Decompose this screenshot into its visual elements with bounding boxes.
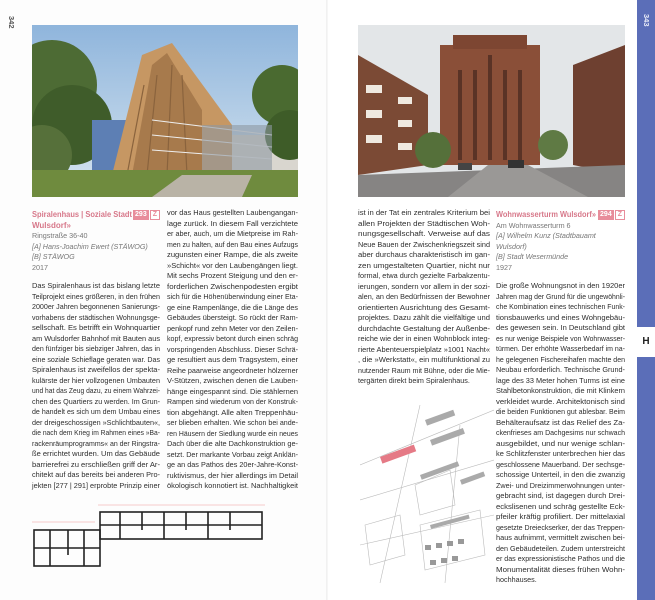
text-line-content: Gebäudes übersteigt. So rückt der Ram-	[167, 313, 298, 322]
text-line	[167, 408, 304, 419]
text-line-content: gesetzte Dreieckserker, der das Treppen-	[496, 522, 625, 532]
text-line	[32, 386, 169, 397]
text-line-content: ke Schlitzfenster unterbrechen hier das	[496, 449, 625, 458]
text-line-content: ckenfrieses am Dachgesims nur schwach	[496, 428, 625, 437]
text-line-content: rackenräumprogramms« an der Ringstra-	[32, 438, 160, 448]
text-line	[496, 491, 631, 502]
text-line-content: Neubau erforderlich. Technische Grund-	[496, 365, 625, 374]
entry-architect: [A] Wilhelm Kunz (Stadtbauamt	[496, 231, 596, 240]
text-line-content: rierte Abenteuerspielplatz »1001 Nacht«	[358, 344, 490, 354]
text-line-content: alen, an den Bedürfnissen der Bewohner	[358, 292, 490, 301]
entry-title-text: Spiralenhaus | Soziale Stadt	[32, 210, 132, 219]
text-line	[32, 281, 169, 292]
text-line	[358, 292, 491, 303]
text-line-content: ruktivismus, der hier allerdings im Detail	[167, 470, 298, 480]
text-line	[32, 323, 169, 334]
text-line-content: hänge eingespannt sind. Die stählernen	[167, 386, 298, 396]
text-line-content: chitekt auf das bereits bei anderen Pro-	[32, 470, 160, 479]
text-line	[32, 481, 169, 492]
text-line-content: , die »Werkstatt«, ein multifunktional zu	[358, 355, 490, 364]
text-line-content: türmen. Der erhöhte Wasserbedarf im na-	[496, 344, 625, 353]
zone-badge: Z	[150, 210, 160, 220]
text-line	[496, 470, 631, 481]
text-line-content: ser blieben erhalten. Wie schon bei ande-	[167, 418, 298, 427]
text-line-content: Die große Wohnungsnot in den 1920er	[496, 281, 625, 290]
text-line	[496, 313, 631, 324]
text-line	[32, 313, 169, 324]
entry-address: Ringstraße 36-40	[32, 231, 88, 240]
text-line-content: aber durchaus charakteristisch im gan-	[358, 250, 490, 259]
text-line	[167, 229, 304, 240]
text-line-content: reiche wie der in einen Wohnblock integ-	[358, 334, 490, 343]
text-line	[32, 344, 169, 355]
text-line-content: formal, etwa durch gezielte Farbakzentu-	[358, 271, 490, 280]
text-line-content: nutzender Raum mit Bühne, oder die Mie-	[358, 365, 490, 375]
text-line-content: tergärten direkt beim Spiralenhaus.	[358, 376, 470, 385]
text-line-content: Dach über die alte Dachkonstruktion ge-	[167, 439, 298, 448]
text-line	[358, 376, 491, 387]
text-line	[358, 271, 491, 282]
text-line-content: gebracht sind, ist dagegen durch Drei-	[496, 491, 625, 500]
entry-architect-cont: Wulsdorf)	[496, 241, 527, 251]
text-line-content: jekten [277 | 291] erprobte Prinzip einer	[32, 480, 160, 490]
text-line	[496, 533, 631, 544]
text-line	[496, 407, 631, 418]
text-line	[167, 471, 304, 482]
text-line	[32, 407, 169, 418]
text-line	[358, 366, 491, 377]
entry-title-cont-text: Wulsdorf»	[32, 220, 71, 230]
text-line	[167, 355, 304, 366]
text-line-content: ge resultiert aus dem Tragsystem, einer	[167, 355, 298, 364]
text-line	[167, 334, 304, 345]
text-line	[496, 281, 631, 292]
text-line-content: zen umgestalteten Quartier, nicht nur	[358, 260, 490, 270]
text-line	[358, 250, 491, 261]
text-line	[167, 250, 304, 261]
text-line-content: Das Spiralenhaus ist das bislang letzte	[32, 281, 160, 290]
text-column-3	[358, 208, 491, 387]
text-line-content: lage des 33 Meter hohen Turms ist eine	[496, 375, 625, 385]
text-line	[167, 324, 304, 335]
text-line-content: sich für die Höhenüberwindung einer Eta-	[167, 292, 298, 301]
text-line-content: Rampen sind wiederum von der Konstruk-	[167, 397, 298, 406]
entry-address: Am Wohnwasserturm 6	[496, 220, 571, 230]
text-line	[32, 355, 169, 366]
text-line-content: allen Projekten der Städtischen Woh-	[358, 218, 490, 228]
text-line	[496, 344, 631, 355]
text-line-content: geschlossene Mauerband. Der sechsge-	[496, 459, 625, 469]
text-line-content: nungsgesellschaft. Verweise auf das	[358, 229, 490, 238]
text-column-2	[167, 208, 304, 492]
floor-plan	[30, 500, 270, 580]
text-line-content: es nur wenige Beispiele von Wohnwasser-	[496, 333, 625, 343]
text-line-content: he gelegenen Fischereihafen machte den	[496, 354, 625, 364]
text-line	[496, 323, 631, 334]
text-line-content: men zu halten, auf den Bau eines Aufzugs	[167, 239, 298, 249]
text-line-content: ge an das Pathos des 20er-Jahre-Konst-	[167, 460, 298, 469]
text-line-content: den fünfziger bis siebziger Jahren, das in	[32, 344, 160, 353]
text-line	[496, 334, 631, 345]
text-line-content: durchdachte Gestaltung der Außenbe-	[358, 323, 490, 333]
text-line	[167, 219, 304, 230]
text-line-content: orientierten Ausrichtung des Gesamt-	[358, 302, 490, 312]
text-line-content: Behälteraufsatz ist das Relief des Za-	[496, 417, 625, 427]
text-line	[32, 449, 169, 460]
entry-number-badge	[598, 210, 625, 220]
text-line	[496, 386, 631, 397]
text-line-content: chen des Quartiers zu werden. Im Grun-	[32, 396, 160, 406]
text-line	[167, 429, 304, 440]
photo-spiralenhaus	[32, 25, 298, 197]
text-line	[167, 313, 304, 324]
text-line	[167, 303, 304, 314]
text-line-content: penkopf rund zehn Meter vor den Zeilen-	[167, 323, 298, 333]
text-line-content: vorhabens der städtischen Wohnungsge-	[32, 312, 160, 322]
text-line-content: pfeiler kräftig profiliert. Der mittelaxial	[496, 512, 625, 521]
photo-wohnwasserturm	[358, 25, 625, 197]
entry-heading-row	[496, 210, 625, 221]
text-line	[358, 334, 491, 345]
text-line	[358, 208, 491, 219]
text-line-content: V-Stützen, zwischen denen die Lauben-	[167, 376, 298, 385]
text-line	[496, 502, 631, 513]
text-line	[167, 387, 304, 398]
text-line	[496, 575, 631, 586]
text-line-content: die beiden Funktionen gut ablesbar. Beim	[496, 407, 625, 416]
text-line	[496, 554, 631, 565]
text-line-content: kulärste der hier vollzogenen Umbauten	[32, 375, 160, 385]
text-line	[167, 418, 304, 429]
text-line	[167, 376, 304, 387]
text-line	[496, 544, 631, 555]
text-line	[167, 366, 304, 377]
section-bar-bottom	[637, 357, 655, 600]
text-line	[167, 481, 304, 492]
text-line	[496, 512, 631, 523]
text-line-content: er das expressionistische Pathos und die	[496, 554, 625, 563]
text-line	[32, 470, 169, 481]
entry-294	[496, 210, 625, 273]
text-line-content: eckslisenen und schräg gestellte Eck-	[496, 501, 625, 511]
text-line	[32, 460, 169, 471]
text-line	[167, 439, 304, 450]
text-line-content: den Gebäudeteilen. Zudem unterstreicht	[496, 543, 625, 553]
text-line	[358, 240, 491, 251]
text-line	[496, 355, 631, 366]
text-line-content: Zwei- und Dreizimmerwohnungen unter-	[496, 480, 625, 490]
text-line	[358, 324, 491, 335]
text-line	[358, 261, 491, 272]
text-line	[167, 261, 304, 272]
text-line	[32, 302, 169, 313]
text-line	[32, 365, 169, 376]
text-line-content: die nach dem Krieg im Rahmen eines »Ba-	[32, 428, 160, 437]
text-line	[358, 229, 491, 240]
site-map	[360, 405, 494, 588]
text-line-content: eine soziale Schieflage geraten war. Das	[32, 354, 160, 364]
text-line	[496, 449, 631, 460]
text-line-content: ge eine Rampenlänge, die die Länge des	[167, 302, 298, 312]
zone-badge: Z	[615, 210, 625, 220]
entry-number: 293	[135, 211, 147, 218]
text-line	[167, 292, 304, 303]
text-line	[496, 460, 631, 471]
entry-293	[32, 210, 160, 273]
right-page	[328, 0, 655, 600]
text-line-content: tionsbauwerks und eines Wohngebäu-	[496, 312, 625, 322]
text-line	[358, 282, 491, 293]
text-line-content: Spiralenhaus ist zweifellos der spekta-	[32, 365, 160, 374]
section-bar-top	[637, 0, 655, 327]
text-line-content: de handelt es sich um dem Umbau eines	[32, 407, 160, 416]
left-page	[0, 0, 327, 600]
text-line	[167, 460, 304, 471]
text-line	[167, 397, 304, 408]
text-line	[32, 439, 169, 450]
text-line-content: tion abgehängt. Alle alten Treppenhäu-	[167, 407, 298, 417]
text-column-1	[32, 281, 169, 491]
text-line-content: der dreigeschossigen »Schlichtbauten«,	[32, 417, 160, 427]
text-line-content: ren Häusern der Siedlung wurde ein neues	[167, 428, 298, 438]
text-line-content: haus aufnimmt, vermittelt zwischen bei-	[496, 533, 625, 542]
text-line-content: er aber, auch, um die Mietpreise im Rah-	[167, 229, 298, 238]
text-line	[496, 523, 631, 534]
text-line	[496, 292, 631, 303]
text-line	[496, 439, 631, 450]
page-number: 343	[642, 14, 651, 27]
text-line	[496, 397, 631, 408]
text-line-content: am Wulsdorfer Bahnhof mit Bauten aus	[32, 333, 160, 343]
text-line-content: sellschaft. Es betrifft ein Wohnquartier	[32, 323, 160, 332]
text-line-content: Reihe paarweise angeordneter hölzerner	[167, 365, 298, 375]
text-line	[32, 292, 169, 303]
text-line-content: Mit sechs Prozent Steigung und den er-	[167, 271, 298, 280]
text-line-content: vor das Haus gestellten Laubengangan-	[167, 208, 298, 217]
text-line-content: ökologisch konnotiert ist. Nachhaltigkeit	[167, 481, 298, 490]
text-line	[32, 376, 169, 387]
text-line-content: ße errichtet wurden. Um das Gebäude	[32, 449, 160, 458]
text-line-content: forderlichen Zwischenpodesten ergibt	[167, 281, 298, 291]
text-line-content: verkleidet wurde. Architektonisch sind	[496, 396, 625, 406]
entry-number: 294	[600, 211, 612, 218]
text-line	[496, 418, 631, 429]
text-line-content: setzt. Der markante Vorbau zeigt Anklän-	[167, 449, 298, 459]
entry-architect: [A] Hans-Joachim Ewert (STÄWOG)	[32, 241, 148, 251]
text-line-content: hochhauses.	[496, 575, 537, 584]
text-line	[496, 365, 631, 376]
text-line	[496, 376, 631, 387]
text-line	[358, 355, 491, 366]
text-line-content: ist in der Tat ein zentrales Kriterium bei	[358, 208, 490, 217]
text-line	[496, 428, 631, 439]
text-line	[167, 450, 304, 461]
text-line-content: ausgebildet, und nur wenige schlan-	[496, 438, 625, 448]
section-tab[interactable]: H	[637, 327, 655, 357]
text-line-content: ierungen, sondern vor allem in der sozi-	[358, 281, 490, 291]
entry-heading-row	[32, 210, 160, 221]
text-line	[496, 481, 631, 492]
text-line	[358, 313, 491, 324]
text-line-content: kopf, expressiv betont durch einen schräg	[167, 334, 298, 343]
text-line-content: barrierefrei zu erschließen griff der Ar-	[32, 459, 160, 469]
text-line-content: vorspringenden Abschluss. Dieser Schrä-	[167, 344, 298, 354]
text-line	[496, 565, 631, 576]
entry-year: 1927	[496, 262, 512, 272]
text-line-content: Teilprojekt eines größeren, in den frühen	[32, 291, 160, 301]
text-line-content: Neue Bauen der Zwischenkriegszeit sind	[358, 239, 490, 249]
text-line-content: projektes. Dazu zählt die vielfältige und	[358, 313, 490, 322]
text-line-content: 2000er Jahren begonnenen Sanierungs-	[32, 302, 160, 311]
text-line-content: des gewesen sein. In Deutschland gibt	[496, 323, 625, 332]
text-line	[167, 345, 304, 356]
entry-number-badge	[133, 210, 160, 220]
text-line	[32, 397, 169, 408]
text-line	[167, 282, 304, 293]
entry-title-cont	[32, 221, 160, 232]
text-line	[32, 428, 169, 439]
text-line	[496, 302, 631, 313]
entry-title-text: Wohnwasserturm Wulsdorf»	[496, 210, 596, 219]
text-line-content: schossige Unterteil, in den die zwanzig	[496, 470, 625, 479]
text-line	[167, 271, 304, 282]
text-line-content: Monumentalität dieses frühen Wohn-	[496, 564, 625, 574]
text-line	[167, 240, 304, 251]
text-line-content: und hat das Zeug dazu, zu einem Wahrzei-	[32, 386, 160, 395]
text-line	[32, 334, 169, 345]
text-line	[358, 303, 491, 314]
text-line-content: zugunsten einer Rampe, die als zweite	[167, 250, 298, 259]
page-number: 342	[7, 16, 16, 29]
text-line-content: Stahlbetonkonstruktion, die mit Klinkern	[496, 386, 625, 395]
entry-builder: [B] Stadt Wesermünde	[496, 252, 569, 261]
text-line	[32, 418, 169, 429]
text-line-content: »Schicht« vor den Laubengängen liegt.	[167, 260, 298, 270]
text-line-content: Jahren mag der Grund für die ungewöhnli-	[496, 291, 625, 301]
text-line	[358, 345, 491, 356]
entry-builder: [B] STÄWOG	[32, 252, 75, 261]
text-line	[358, 219, 491, 230]
text-line-content: che Kombination eines technischen Funk-	[496, 302, 625, 311]
entry-year: 2017	[32, 262, 48, 272]
text-line	[167, 208, 304, 219]
text-line-content: lage zurück. In diesem Fall verzichtete	[167, 218, 298, 228]
text-column-4	[496, 281, 631, 586]
